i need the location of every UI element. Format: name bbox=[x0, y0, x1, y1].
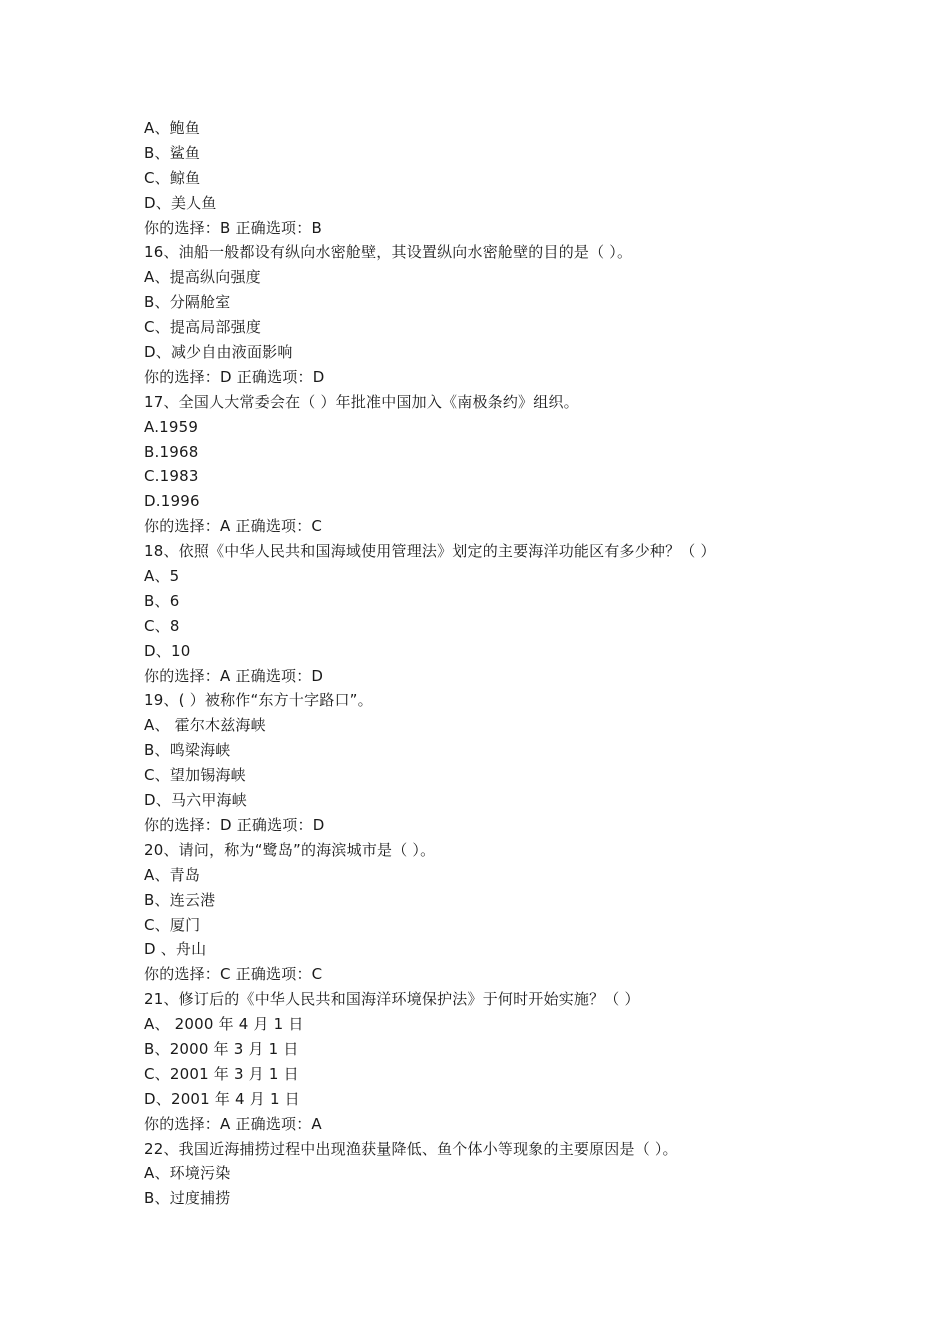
option-text: A.1959 bbox=[144, 417, 199, 436]
quiz-content bbox=[144, 116, 844, 1211]
option-text: C、鲸鱼 bbox=[144, 168, 201, 187]
option-text: D.1996 bbox=[144, 492, 200, 511]
option-text: B、鸣梁海峡 bbox=[144, 741, 231, 760]
answer-line: 你的选择：C 正确选项：C bbox=[144, 965, 323, 984]
option-text: D、2001 年 4 月 1 日 bbox=[144, 1089, 300, 1108]
option-text: A、5 bbox=[144, 567, 180, 586]
option-text: C、厦门 bbox=[144, 915, 201, 934]
answer-line: 你的选择：A 正确选项：C bbox=[144, 517, 323, 536]
question-text: 18、依照《中华人民共和国海域使用管理法》划定的主要海洋功能区有多少种？（ ） bbox=[144, 542, 716, 561]
option-text: B、鲨鱼 bbox=[144, 143, 201, 162]
option-text: D、美人鱼 bbox=[144, 193, 217, 212]
option-text: A、鲍鱼 bbox=[144, 119, 201, 137]
option-text: A、青岛 bbox=[144, 865, 201, 884]
option-text: B.1968 bbox=[144, 442, 199, 461]
question-text: 22、我国近海捕捞过程中出现渔获量降低、鱼个体小等现象的主要原因是（ ）。 bbox=[144, 1139, 678, 1158]
question-text: 21、修订后的《中华人民共和国海洋环境保护法》于何时开始实施？（ ） bbox=[144, 990, 640, 1009]
option-text: B、分隔舱室 bbox=[144, 293, 231, 312]
option-text: A、 2000 年 4 月 1 日 bbox=[144, 1015, 304, 1034]
option-text: C、8 bbox=[144, 616, 180, 635]
option-text: C、2001 年 3 月 1 日 bbox=[144, 1064, 299, 1083]
option-text: B、6 bbox=[144, 591, 180, 610]
question-text: 19、( ）被称作“东方十字路口”。 bbox=[144, 691, 373, 710]
question-text: 16、油船一般都设有纵向水密舱壁，其设置纵向水密舱壁的目的是（ ）。 bbox=[144, 243, 633, 262]
option-text: A、提高纵向强度 bbox=[144, 268, 261, 287]
option-text: B、连云港 bbox=[144, 890, 216, 909]
answer-line: 你的选择：A 正确选项：D bbox=[144, 666, 324, 685]
question-text: 20、请问，称为“鹭岛”的海滨城市是（ ）。 bbox=[144, 840, 436, 859]
option-text: C、望加锡海峡 bbox=[144, 766, 246, 785]
question-text: 17、全国人大常委会在（ ）年批准中国加入《南极条约》组织。 bbox=[144, 392, 579, 411]
option-text: B、2000 年 3 月 1 日 bbox=[144, 1039, 299, 1058]
option-text: A、环境污染 bbox=[144, 1164, 231, 1183]
option-text: C.1983 bbox=[144, 467, 199, 486]
option-text: D、减少自由液面影响 bbox=[144, 343, 293, 362]
option-text: D、马六甲海峡 bbox=[144, 791, 247, 810]
answer-line: 你的选择：D 正确选项：D bbox=[144, 815, 325, 834]
option-text: D、10 bbox=[144, 641, 191, 660]
option-text: C、提高局部强度 bbox=[144, 318, 262, 337]
answer-line: 你的选择：D 正确选项：D bbox=[144, 367, 325, 386]
option-text: D 、舟山 bbox=[144, 940, 207, 959]
answer-line: 你的选择：B 正确选项：B bbox=[144, 218, 322, 237]
option-text: A、 霍尔木兹海峡 bbox=[144, 716, 266, 735]
option-text: B、过度捕捞 bbox=[144, 1189, 231, 1208]
answer-line: 你的选择：A 正确选项：A bbox=[144, 1114, 322, 1133]
